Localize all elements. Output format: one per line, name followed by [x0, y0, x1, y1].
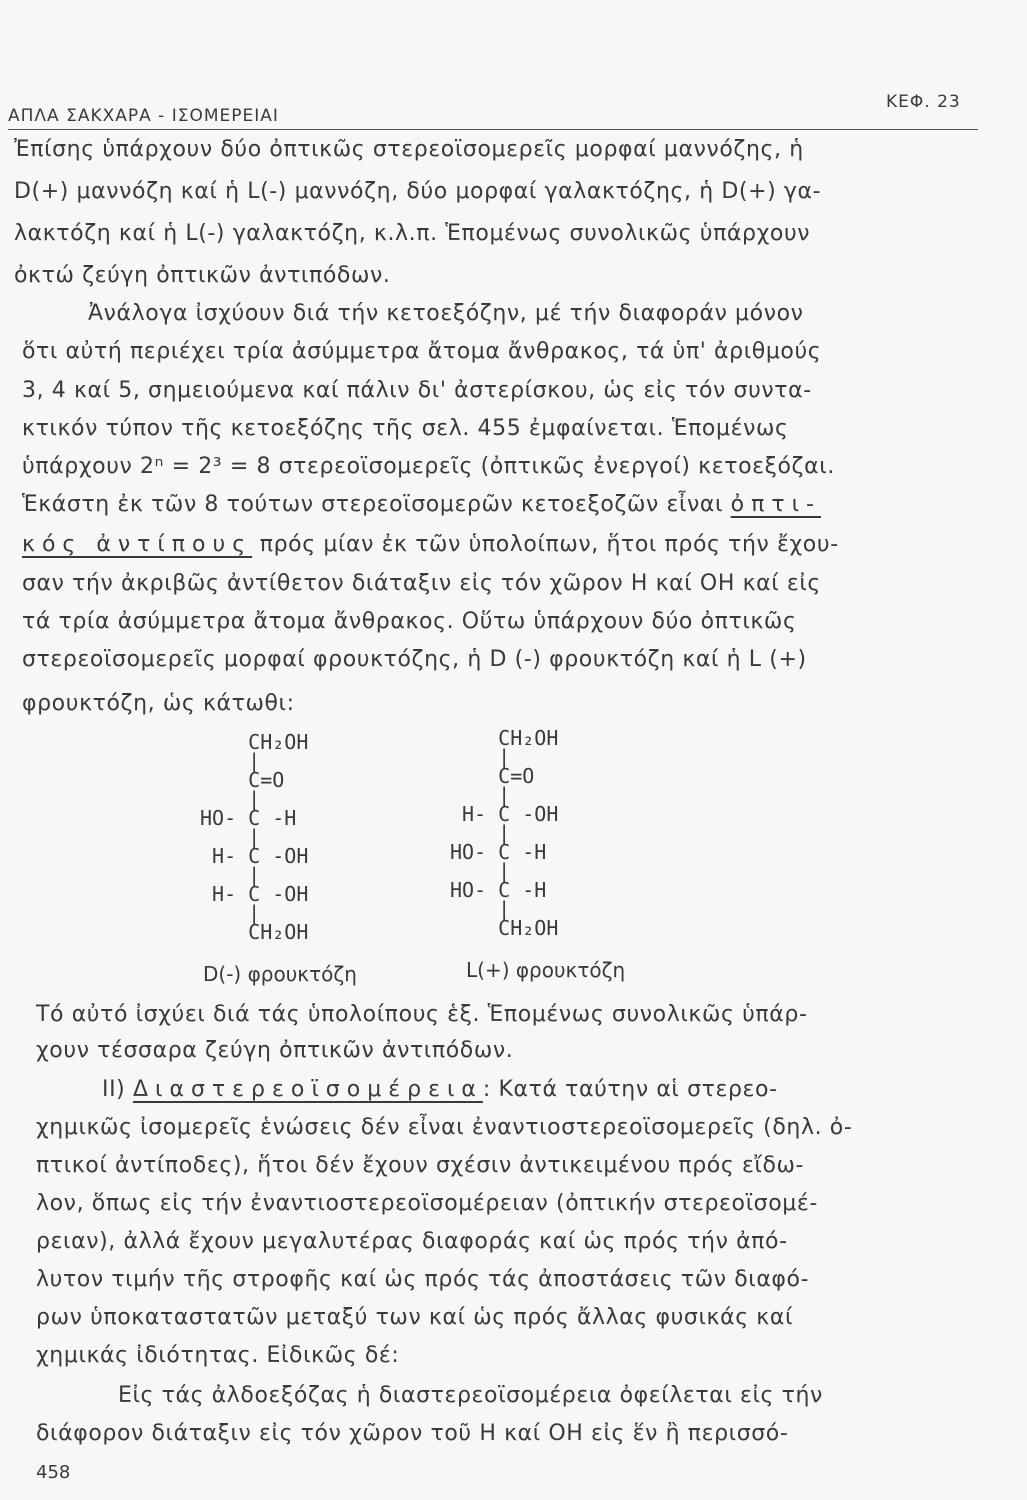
text-line: ὀκτώ ζεύγη ὀπτικῶν ἀντιπόδων.	[14, 263, 391, 288]
structure-row: C=O	[200, 768, 285, 792]
text-line: λακτόζη καί ἡ L(-) γαλακτόζη, κ.λ.π. Ἑπομένως συνολικῶς ὑπάρχουν	[14, 221, 811, 246]
structure-d-fructose	[200, 730, 380, 970]
structure-row: C=O	[450, 764, 535, 788]
text-line: διάφορον διάταξιν εἰς τόν χῶρον τοῦ H καί OH εἰς ἕν ἢ περισσό-	[36, 1421, 789, 1446]
structure-row: |	[200, 901, 261, 925]
structure-row: |	[200, 863, 261, 887]
text-line: πτικοί ἀντίποδες), ἥτοι δέν ἔχουν σχέσιν ἀντικειμένου πρός εἴδω-	[36, 1153, 805, 1178]
structure-row: |	[200, 825, 261, 849]
text-segment: : Κατά ταύτην αἱ στερεο-	[482, 1077, 778, 1102]
section-heading-line	[102, 1075, 778, 1105]
structure-row: CH₂OH	[200, 920, 309, 944]
structure-row: |	[200, 787, 261, 811]
emphasis-term: ὀπτι-	[730, 492, 821, 517]
text-line: χουν τέσσαρα ζεύγη ὀπτικῶν ἀντιπόδων.	[36, 1038, 514, 1063]
text-line	[22, 490, 821, 520]
structure-row: |	[200, 749, 261, 773]
text-line: λυτον τιμήν τῆς στροφῆς καί ὡς πρός τάς ἀποστάσεις τῶν διαφό-	[36, 1267, 810, 1292]
text-line: Ἐπίσης ὑπάρχουν δύο ὀπτικῶς στερεοϊσομερεῖς μορφαί μαννόζης, ἡ	[14, 137, 804, 162]
section-title: Διαστερεοϊσομέρεια	[132, 1077, 483, 1102]
text-line: 3, 4 καί 5, σημειούμενα καί πάλιν δι' ἀστερίσκου, ὡς εἰς τόν συντα-	[22, 378, 812, 403]
structure-row: HO- C -H	[450, 878, 547, 902]
text-line: Τό αὐτό ἰσχύει διά τάς ὑπολοίπους ἑξ. Ἑπομένως συνολικῶς ὑπάρ-	[36, 1002, 808, 1027]
structure-row: CH₂OH	[200, 730, 309, 754]
text-line: D(+) μαννόζη καί ἡ L(-) μαννόζη, δύο μορφαί γαλακτόζης, ἡ D(+) γα-	[14, 179, 822, 204]
structure-row: CH₂OH	[450, 916, 559, 940]
header-rule	[8, 129, 978, 130]
page-number: 458	[36, 1462, 71, 1483]
structure-row: H- C -OH	[200, 844, 309, 868]
section-number: II)	[102, 1077, 126, 1102]
structure-row: |	[450, 783, 511, 807]
text-line: ὅτι αὐτή περιέχει τρία ἀσύμμετρα ἄτομα ἄνθρακος, τά ὑπ' ἀριθμούς	[22, 339, 822, 364]
structure-d-caption: D(-) φρουκτόζη	[203, 962, 357, 986]
structure-row: H- C -OH	[450, 802, 559, 826]
structure-l-caption: L(+) φρουκτόζη	[466, 958, 626, 982]
running-header-chapter: ΚΕΦ. 23	[886, 92, 961, 112]
emphasis-term: κός ἀντίπους	[22, 532, 253, 557]
text-line	[22, 530, 839, 560]
text-line: στερεοϊσομερεῖς μορφαί φρουκτόζης, ἡ D (-) φρουκτόζη καί ἡ L (+)	[22, 647, 807, 672]
text-line: ρειαν), ἀλλά ἔχουν μεγαλυτέρας διαφοράς καί ὡς πρός τήν ἀπό-	[36, 1229, 788, 1254]
text-segment: Ἑκάστη ἐκ τῶν 8 τούτων στερεοϊσομερῶν κετοεξοζῶν εἶναι	[22, 492, 724, 517]
text-line: φρουκτόζη, ὡς κάτωθι:	[22, 691, 295, 716]
text-segment: πρός μίαν ἐκ τῶν ὑπολοίπων, ἥτοι πρός τήν ἔχου-	[259, 532, 839, 557]
running-header-title: ΑΠΛΑ ΣΑΚΧΑΡΑ - ΙΣΟΜΕΡΕΙΑΙ	[8, 106, 279, 126]
structure-l-fructose	[450, 726, 630, 966]
structure-row: HO- C -H	[450, 840, 547, 864]
structure-row: |	[450, 897, 511, 921]
structure-row: |	[450, 859, 511, 883]
structure-row: CH₂OH	[450, 726, 559, 750]
text-line: χημικάς ἰδιότητας. Εἰδικῶς δέ:	[36, 1343, 400, 1368]
text-line: χημικῶς ἰσομερεῖς ἑνώσεις δέν εἶναι ἐναντιοστερεοϊσομερεῖς (δηλ. ὀ-	[36, 1115, 853, 1140]
structure-row: H- C -OH	[200, 882, 309, 906]
text-line: λον, ὅπως εἰς τήν ἐναντιοστερεοϊσομέρειαν (ὀπτικήν στερεοϊσομέ-	[36, 1191, 818, 1216]
text-line: τά τρία ἀσύμμετρα ἄτομα ἄνθρακος. Οὕτω ὑπάρχουν δύο ὀπτικῶς	[22, 609, 797, 634]
text-line: Εἰς τάς ἀλδοεξόζας ἡ διαστερεοϊσομέρεια ὀφείλεται εἰς τήν	[118, 1383, 823, 1408]
text-line: ρων ὑποκαταστατῶν μεταξύ των καί ὡς πρός ἄλλας φυσικάς καί	[36, 1305, 794, 1330]
text-line: κτικόν τύπον τῆς κετοεξόζης τῆς σελ. 455 ἐμφαίνεται. Ἑπομένως	[22, 416, 789, 441]
text-line: Ἀνάλογα ἰσχύουν διά τήν κετοεξόζην, μέ τήν διαφοράν μόνον	[88, 301, 804, 326]
structure-row: |	[450, 821, 511, 845]
structure-row: HO- C -H	[200, 806, 297, 830]
text-line: σαν τήν ἀκριβῶς ἀντίθετον διάταξιν εἰς τόν χῶρον H καί OH καί εἰς	[22, 571, 821, 596]
structure-row: |	[450, 745, 511, 769]
text-line: ὑπάρχουν 2ⁿ = 2³ = 8 στερεοϊσομερεῖς (ὀπτικῶς ἐνεργοί) κετοεξόζαι.	[22, 454, 835, 479]
